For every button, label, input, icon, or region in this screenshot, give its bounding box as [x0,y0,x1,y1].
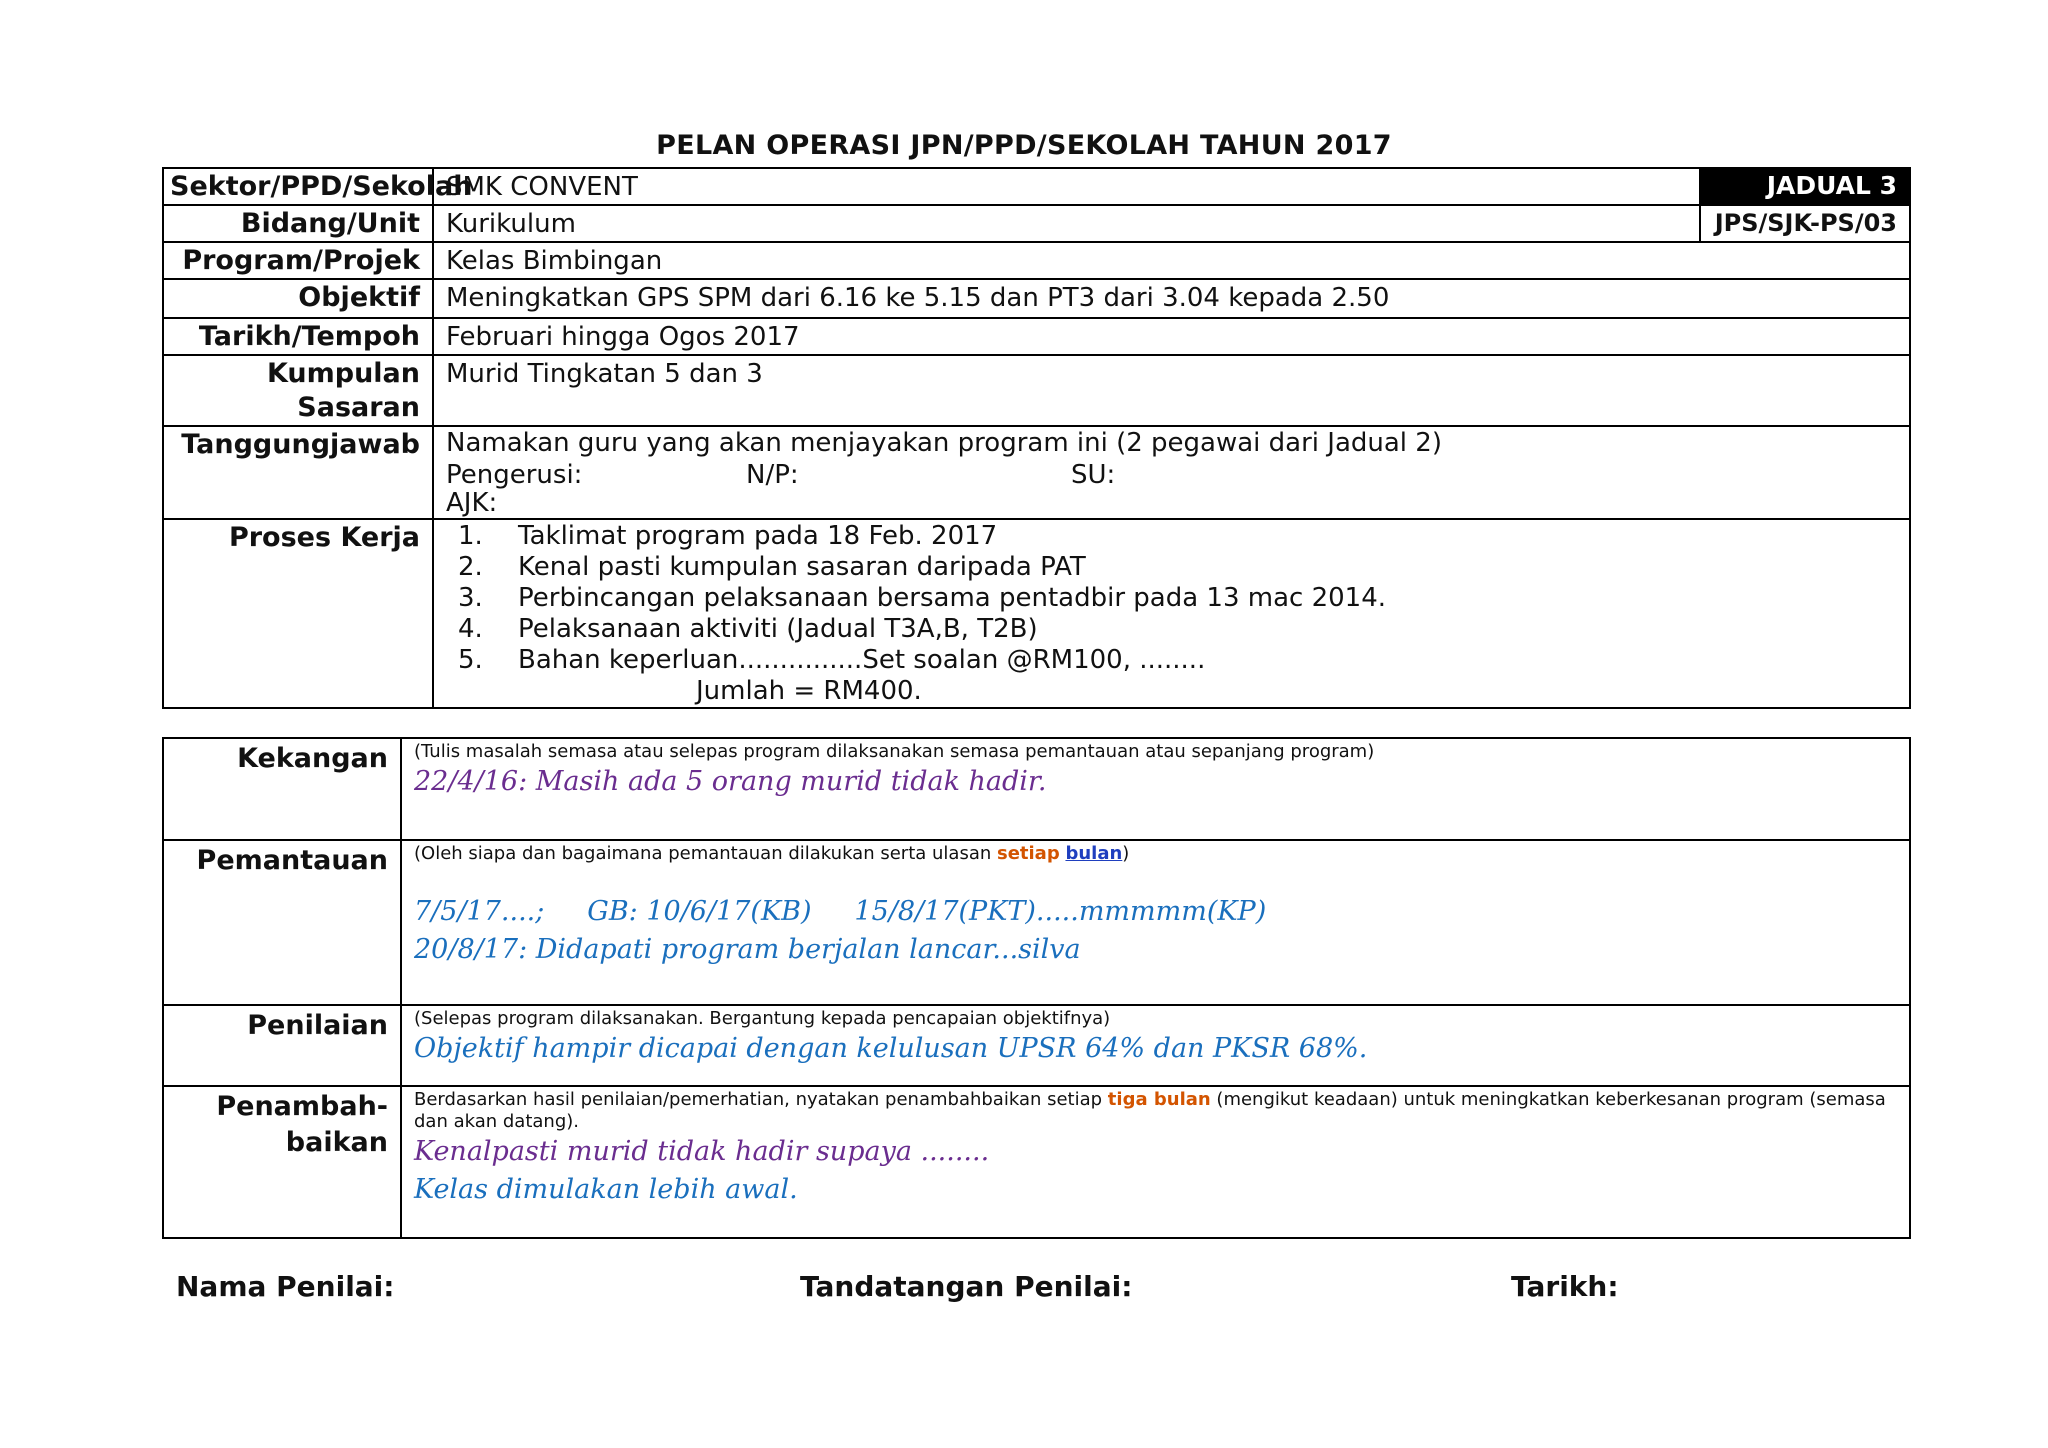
item-text: Taklimat program pada 18 Feb. 2017 [518,521,998,551]
hint-text: Berdasarkan hasil penilaian/pemerhatian, nyatakan penambahbaikan setiap [414,1089,1108,1110]
penilaian-handwritten-note: Objektif hampir dicapai dengan kelulusan UPSR 64% dan PKSR 68%. [414,1033,1368,1064]
jadual-badge: JADUAL 3 [1700,168,1910,205]
item-number: 5. [458,645,483,675]
plan-details-table [162,167,1911,709]
penambahbaikan-value [401,1086,1910,1238]
pemantauan-label: Pemantauan [163,840,401,1005]
program-value: Kelas Bimbingan [433,242,1910,279]
list-item [458,645,1899,676]
np-label: N/P: [746,460,799,490]
pengerusi-label: Pengerusi: [446,460,583,490]
penilaian-label: Penilaian [163,1005,401,1086]
penambahbaikan-label-line2: baikan [285,1127,388,1158]
penambahbaikan-label [163,1086,401,1238]
penilaian-hint: (Selepas program dilaksanakan. Bergantung kepada pencapaian objektifnya) [414,1008,1111,1029]
document-title: PELAN OPERASI JPN/PPD/SEKOLAH TAHUN 2017 [656,130,1392,161]
nama-penilai-label: Nama Penilai: [176,1270,395,1303]
pemantauan-value [401,840,1910,1005]
evaluation-table [162,737,1911,1239]
hint-text-end: ) [1122,843,1130,864]
kekangan-hint: (Tulis masalah semasa atau selepas program dilaksanakan semasa pemantauan atau sepanjang program) [414,741,1375,762]
hint-text: (Oleh siapa dan bagaimana pemantauan dilakukan serta ulasan [414,843,997,864]
tandatangan-penilai-label: Tandatangan Penilai: [800,1270,1133,1303]
row-tanggungjawab [163,426,1910,519]
objektif-label: Objektif [163,279,433,318]
item-number: 1. [458,521,483,551]
row-penilaian [163,1005,1910,1086]
penambahbaikan-label-line1: Penambah- [216,1091,388,1122]
hint-text-end: (mengikut keadaan) untuk meningkatkan keberkesanan program (semasa dan akan datang). [414,1089,1886,1132]
tanggungjawab-label: Tanggungjawab [163,426,433,519]
item-text: Bahan keperluan...............Set soalan @RM100, ........ [518,645,1206,675]
list-item [458,521,1899,552]
pemantauan-handwritten-line2: 20/8/17: Didapati program berjalan lancar...silva [414,934,1081,965]
bidang-label: Bidang/Unit [163,205,433,242]
kumpulan-label-line2: Sasaran [297,392,420,423]
item-text: Perbincangan pelaksanaan bersama pentadbir pada 13 mac 2014. [518,583,1387,613]
bidang-value: Kurikulum [433,205,1700,242]
kekangan-label: Kekangan [163,738,401,840]
penambahbaikan-handwritten-line1: Kenalpasti murid tidak hadir supaya ........ [414,1136,990,1167]
ajk-label: AJK: [446,488,498,518]
row-program [163,242,1910,279]
sektor-label: Sektor/PPD/Sekolah [163,168,433,205]
row-sektor [163,168,1910,205]
row-proses [163,519,1910,708]
kumpulan-label-line1: Kumpulan [266,358,420,389]
sektor-value: SMK CONVENT [433,168,1700,205]
tarikh-value: Februari hingga Ogos 2017 [433,318,1910,355]
kekangan-value [401,738,1910,840]
document-code: JPS/SJK-PS/03 [1700,205,1910,242]
row-bidang [163,205,1910,242]
proses-value [433,519,1910,708]
tanggungjawab-roles [446,458,1899,488]
kumpulan-value: Murid Tingkatan 5 dan 3 [433,355,1910,426]
proses-list [446,521,1899,676]
list-item [458,552,1899,583]
item-number: 2. [458,552,483,582]
su-label: SU: [1071,460,1116,490]
tanggungjawab-instruction: Namakan guru yang akan menjayakan program ini (2 pegawai dari Jadual 2) [446,428,1442,458]
penambahbaikan-hint [414,1089,1899,1133]
tarikh-label-footer: Tarikh: [1511,1270,1619,1303]
penilaian-value [401,1005,1910,1086]
penambahbaikan-handwritten-line2: Kelas dimulakan lebih awal. [414,1174,798,1205]
program-label: Program/Projek [163,242,433,279]
row-tarikh [163,318,1910,355]
kekangan-handwritten-note: 22/4/16: Masih ada 5 orang murid tidak hadir. [414,766,1047,797]
jumlah-total: Jumlah = RM400. [696,676,922,706]
kumpulan-label [163,355,433,426]
row-pemantauan [163,840,1910,1005]
item-number: 4. [458,614,483,644]
pemantauan-hint [414,843,1899,865]
pemantauan-handwritten-line1: 7/5/17....; GB: 10/6/17(KB) 15/8/17(PKT).....mmmmm(KP) [414,896,1267,927]
hint-highlight-bulan: bulan [1065,843,1123,864]
hint-highlight-setiap: setiap [996,843,1060,864]
row-kumpulan [163,355,1910,426]
objektif-value: Meningkatkan GPS SPM dari 6.16 ke 5.15 dan PT3 dari 3.04 kepada 2.50 [433,279,1910,318]
tarikh-label: Tarikh/Tempoh [163,318,433,355]
row-kekangan [163,738,1910,840]
list-item [458,583,1899,614]
row-objektif [163,279,1910,318]
tanggungjawab-value [433,426,1910,519]
item-text: Kenal pasti kumpulan sasaran daripada PAT [518,552,1086,582]
list-item [458,614,1899,645]
hint-highlight-tiga-bulan: tiga bulan [1107,1089,1211,1110]
item-text: Pelaksanaan aktiviti (Jadual T3A,B, T2B) [518,614,1038,644]
item-number: 3. [458,583,483,613]
proses-label: Proses Kerja [163,519,433,708]
row-penambahbaikan [163,1086,1910,1238]
